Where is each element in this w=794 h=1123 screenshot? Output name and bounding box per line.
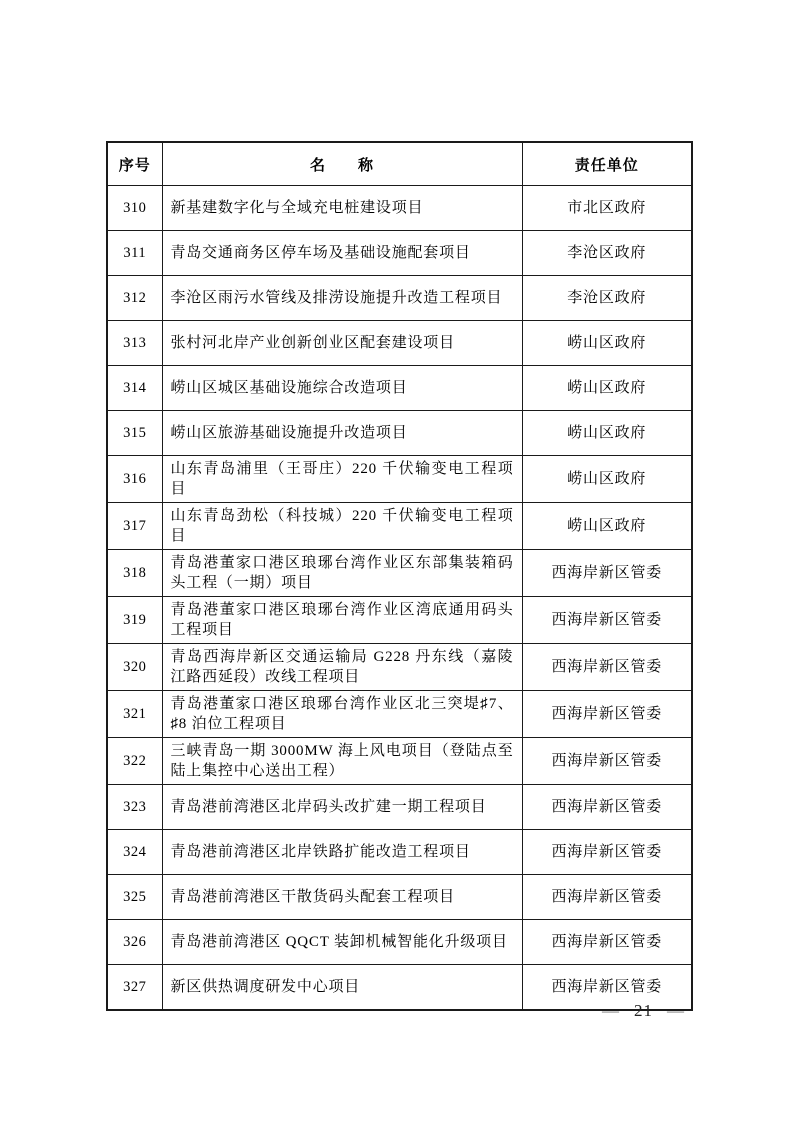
row-seq: 315	[107, 411, 162, 456]
row-unit: 李沧区政府	[522, 231, 692, 276]
row-seq: 311	[107, 231, 162, 276]
row-unit: 崂山区政府	[522, 321, 692, 366]
table-row	[107, 691, 692, 738]
page-number	[602, 1001, 685, 1021]
table-row	[107, 503, 692, 550]
row-unit: 西海岸新区管委	[522, 785, 692, 830]
table-row	[107, 186, 692, 231]
header-seq: 序号	[107, 142, 162, 186]
row-unit: 西海岸新区管委	[522, 875, 692, 920]
table-row	[107, 875, 692, 920]
row-unit: 西海岸新区管委	[522, 738, 692, 785]
project-table	[106, 141, 693, 1011]
table-row	[107, 276, 692, 321]
row-seq: 318	[107, 550, 162, 597]
table-row	[107, 920, 692, 965]
row-seq: 316	[107, 456, 162, 503]
table-row	[107, 597, 692, 644]
table-row	[107, 321, 692, 366]
row-name: 青岛交通商务区停车场及基础设施配套项目	[162, 231, 522, 276]
row-unit: 市北区政府	[522, 186, 692, 231]
table-row	[107, 231, 692, 276]
row-unit: 西海岸新区管委	[522, 550, 692, 597]
row-unit: 崂山区政府	[522, 366, 692, 411]
table-row	[107, 644, 692, 691]
table-row	[107, 366, 692, 411]
row-seq: 313	[107, 321, 162, 366]
row-seq: 324	[107, 830, 162, 875]
header-unit: 责任单位	[522, 142, 692, 186]
row-seq: 312	[107, 276, 162, 321]
row-unit: 西海岸新区管委	[522, 965, 692, 1010]
page-number-left-dash: —	[602, 1001, 620, 1020]
row-seq: 326	[107, 920, 162, 965]
row-name: 崂山区城区基础设施综合改造项目	[162, 366, 522, 411]
row-name: 张村河北岸产业创新创业区配套建设项目	[162, 321, 522, 366]
page-number-value: 21	[634, 1001, 653, 1020]
row-seq: 317	[107, 503, 162, 550]
table-row	[107, 456, 692, 503]
row-seq: 327	[107, 965, 162, 1010]
row-seq: 323	[107, 785, 162, 830]
row-name: 青岛港前湾港区 QQCT 装卸机械智能化升级项目	[162, 920, 522, 965]
row-name: 青岛港前湾港区北岸码头改扩建一期工程项目	[162, 785, 522, 830]
row-seq: 320	[107, 644, 162, 691]
row-seq: 322	[107, 738, 162, 785]
row-unit: 西海岸新区管委	[522, 644, 692, 691]
row-seq: 319	[107, 597, 162, 644]
row-name: 青岛港董家口港区琅琊台湾作业区湾底通用码头工程项目	[162, 597, 522, 644]
table-row	[107, 411, 692, 456]
row-name: 李沧区雨污水管线及排涝设施提升改造工程项目	[162, 276, 522, 321]
row-unit: 西海岸新区管委	[522, 691, 692, 738]
row-unit: 西海岸新区管委	[522, 597, 692, 644]
row-seq: 321	[107, 691, 162, 738]
row-name: 青岛港前湾港区干散货码头配套工程项目	[162, 875, 522, 920]
table-header-row	[107, 142, 692, 186]
table-row	[107, 785, 692, 830]
row-name: 新区供热调度研发中心项目	[162, 965, 522, 1010]
row-unit: 西海岸新区管委	[522, 830, 692, 875]
row-name: 新基建数字化与全域充电桩建设项目	[162, 186, 522, 231]
row-name: 青岛港前湾港区北岸铁路扩能改造工程项目	[162, 830, 522, 875]
row-name: 山东青岛劲松（科技城）220 千伏输变电工程项目	[162, 503, 522, 550]
row-name: 青岛港董家口港区琅琊台湾作业区北三突堤♯7、♯8 泊位工程项目	[162, 691, 522, 738]
table-row	[107, 738, 692, 785]
row-unit: 西海岸新区管委	[522, 920, 692, 965]
row-name: 山东青岛浦里（王哥庄）220 千伏输变电工程项目	[162, 456, 522, 503]
row-name: 青岛西海岸新区交通运输局 G228 丹东线（嘉陵江路西延段）改线工程项目	[162, 644, 522, 691]
row-seq: 314	[107, 366, 162, 411]
row-name: 崂山区旅游基础设施提升改造项目	[162, 411, 522, 456]
page-number-right-dash: —	[667, 1001, 685, 1020]
row-unit: 崂山区政府	[522, 503, 692, 550]
table-row	[107, 830, 692, 875]
row-name: 青岛港董家口港区琅琊台湾作业区东部集装箱码头工程（一期）项目	[162, 550, 522, 597]
row-unit: 李沧区政府	[522, 276, 692, 321]
row-name: 三峡青岛一期 3000MW 海上风电项目（登陆点至陆上集控中心送出工程）	[162, 738, 522, 785]
row-seq: 310	[107, 186, 162, 231]
table-row	[107, 550, 692, 597]
row-unit: 崂山区政府	[522, 456, 692, 503]
header-name: 名 称	[162, 142, 522, 186]
row-unit: 崂山区政府	[522, 411, 692, 456]
row-seq: 325	[107, 875, 162, 920]
